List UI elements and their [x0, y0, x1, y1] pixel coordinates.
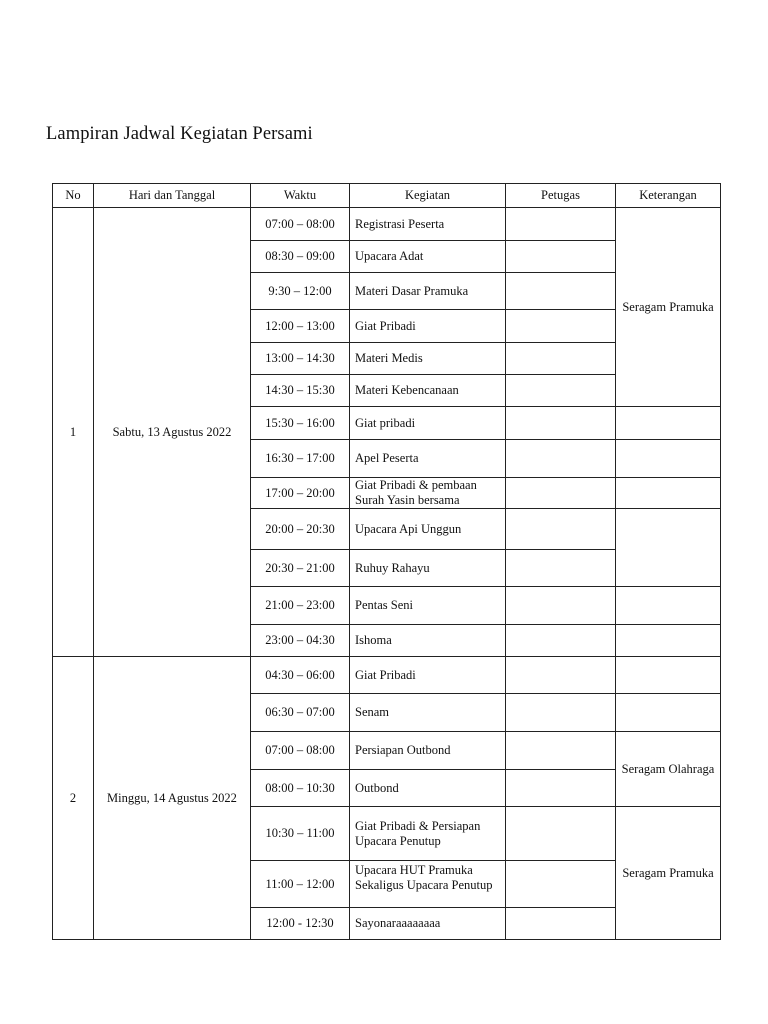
officer-cell: [506, 550, 616, 587]
document-title: Lampiran Jadwal Kegiatan Persami: [46, 124, 313, 144]
activity-cell: Giat Pribadi & pembaan Surah Yasin bersama: [350, 478, 506, 509]
time-cell: 08:30 – 09:00: [251, 241, 350, 273]
officer-cell: [506, 509, 616, 550]
notes-cell: [616, 657, 721, 694]
activity-cell: Materi Kebencanaan: [350, 375, 506, 407]
time-cell: 06:30 – 07:00: [251, 694, 350, 732]
officer-cell: [506, 587, 616, 625]
notes-cell: Seragam Pramuka: [616, 807, 721, 940]
notes-cell: [616, 440, 721, 478]
table-row: [53, 208, 721, 241]
notes-cell: Seragam Pramuka: [616, 208, 721, 407]
activity-cell: Upacara Api Unggun: [350, 509, 506, 550]
header-no: No: [53, 184, 94, 208]
activity-cell: Ruhuy Rahayu: [350, 550, 506, 587]
activity-cell: Giat Pribadi: [350, 310, 506, 343]
activity-cell: Sayonaraaaaaaaa: [350, 908, 506, 940]
officer-cell: [506, 407, 616, 440]
officer-cell: [506, 657, 616, 694]
notes-cell: [616, 625, 721, 657]
activity-cell: Persiapan Outbond: [350, 732, 506, 770]
time-cell: 07:00 – 08:00: [251, 732, 350, 770]
time-cell: 12:00 – 13:00: [251, 310, 350, 343]
day-number: 2: [53, 657, 94, 940]
time-cell: 14:30 – 15:30: [251, 375, 350, 407]
activity-cell: Upacara Adat: [350, 241, 506, 273]
notes-cell: [616, 407, 721, 440]
activity-cell: Pentas Seni: [350, 587, 506, 625]
header-day: Hari dan Tanggal: [94, 184, 251, 208]
officer-cell: [506, 732, 616, 770]
table-row: [53, 657, 721, 694]
time-cell: 20:00 – 20:30: [251, 509, 350, 550]
activity-cell: Upacara HUT Pramuka Sekaligus Upacara Penutup: [350, 861, 506, 908]
officer-cell: [506, 241, 616, 273]
header-time: Waktu: [251, 184, 350, 208]
time-cell: 17:00 – 20:00: [251, 478, 350, 509]
activity-cell: Senam: [350, 694, 506, 732]
officer-cell: [506, 310, 616, 343]
activity-cell: Ishoma: [350, 625, 506, 657]
officer-cell: [506, 694, 616, 732]
time-cell: 04:30 – 06:00: [251, 657, 350, 694]
activity-cell: Apel Peserta: [350, 440, 506, 478]
time-cell: 11:00 – 12:00: [251, 861, 350, 908]
officer-cell: [506, 343, 616, 375]
time-cell: 15:30 – 16:00: [251, 407, 350, 440]
time-cell: 21:00 – 23:00: [251, 587, 350, 625]
officer-cell: [506, 861, 616, 908]
table-header-row: [53, 184, 721, 208]
day-date: Sabtu, 13 Agustus 2022: [94, 208, 251, 657]
time-cell: 13:00 – 14:30: [251, 343, 350, 375]
time-cell: 20:30 – 21:00: [251, 550, 350, 587]
activity-cell: Outbond: [350, 770, 506, 807]
time-cell: 08:00 – 10:30: [251, 770, 350, 807]
time-cell: 9:30 – 12:00: [251, 273, 350, 310]
time-cell: 07:00 – 08:00: [251, 208, 350, 241]
notes-cell: [616, 509, 721, 587]
officer-cell: [506, 770, 616, 807]
officer-cell: [506, 807, 616, 861]
officer-cell: [506, 375, 616, 407]
officer-cell: [506, 478, 616, 509]
time-cell: 23:00 – 04:30: [251, 625, 350, 657]
header-officer: Petugas: [506, 184, 616, 208]
notes-cell: [616, 587, 721, 625]
day-date: Minggu, 14 Agustus 2022: [94, 657, 251, 940]
activity-cell: Materi Dasar Pramuka: [350, 273, 506, 310]
activity-cell: Giat pribadi: [350, 407, 506, 440]
officer-cell: [506, 440, 616, 478]
schedule-table: [52, 183, 721, 940]
notes-cell: [616, 694, 721, 732]
officer-cell: [506, 625, 616, 657]
header-activity: Kegiatan: [350, 184, 506, 208]
activity-cell: Registrasi Peserta: [350, 208, 506, 241]
header-notes: Keterangan: [616, 184, 721, 208]
activity-cell: Materi Medis: [350, 343, 506, 375]
notes-cell: [616, 478, 721, 509]
day-number: 1: [53, 208, 94, 657]
officer-cell: [506, 908, 616, 940]
officer-cell: [506, 208, 616, 241]
activity-cell: Giat Pribadi: [350, 657, 506, 694]
officer-cell: [506, 273, 616, 310]
notes-cell: Seragam Olahraga: [616, 732, 721, 807]
time-cell: 12:00 - 12:30: [251, 908, 350, 940]
time-cell: 10:30 – 11:00: [251, 807, 350, 861]
time-cell: 16:30 – 17:00: [251, 440, 350, 478]
activity-cell: Giat Pribadi & Persiapan Upacara Penutup: [350, 807, 506, 861]
